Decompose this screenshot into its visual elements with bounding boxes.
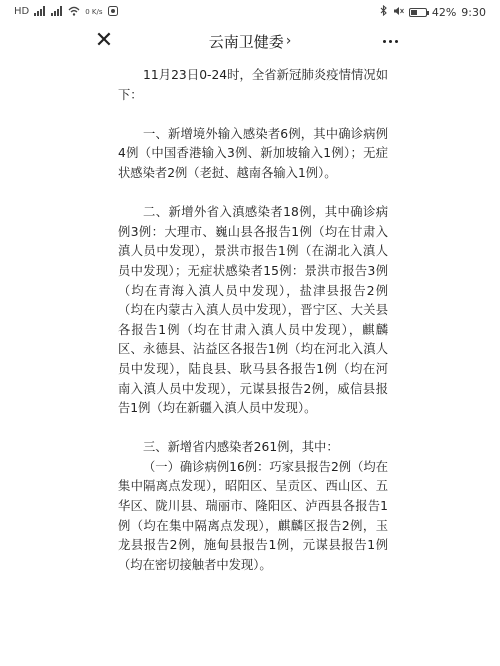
battery-icon	[409, 8, 427, 17]
article-paragraph: （一）确诊病例16例：巧家县报告2例（均在集中隔离点发现），昭阳区、呈贡区、西山区、五华区、陇川县、瑞丽市、隆阳区、泸西县各报告1例（均在集中隔离点发现），麒麟区报告2例，玉龙县报告2例，施甸县报告1例，元谋县报告1例（均在密切接触者中发现）。	[118, 459, 388, 572]
account-title-link[interactable]	[209, 31, 292, 52]
signal-icon	[34, 6, 46, 19]
status-right	[380, 5, 486, 19]
article-body	[118, 66, 388, 595]
article-paragraph: 二、新增外省入滇感染者18例，其中确诊病例3例：大理市、巍山县各报告1例（均在甘肃入滇人员中发现），景洪市报告1例（在湖北入滇人员中发现）；无症状感染者15例：景洪市报告3例（均在青海入滇人员中发现），盐津县报告2例（均在内蒙古入滇人员中发现），晋宁区、大关县各报告1例（均在甘肃入滇人员中发现），麒麟区、永德县、沾益区各报告1例（均在河北入滇人员中发现），陆良县、耿马县各报告1例（均在河南入滇人员中发现），元谋县报告2例，威信县报告1例（均在新疆入滇人员中发现）。	[118, 205, 388, 416]
article-paragraph: 一、新增境外输入感染者6例，其中确诊病例4例（中国香港输入3例、新加坡输入1例）；无症状感染者2例（老挝、越南各输入1例）。	[118, 126, 388, 180]
signal-icon	[51, 6, 63, 19]
more-icon[interactable]	[380, 32, 400, 50]
clock: 9:30	[461, 5, 486, 19]
battery-level	[411, 10, 417, 15]
status-bar	[0, 0, 500, 24]
bluetooth-icon	[380, 5, 388, 19]
hd-icon: HD	[14, 6, 30, 17]
close-icon[interactable]: ✕	[94, 28, 114, 53]
wifi-icon	[68, 6, 80, 19]
speed-icon: 0 K/s	[85, 7, 103, 16]
page-title: 云南卫健委	[208, 32, 284, 51]
article-paragraph: 11月23日0-24时，全省新冠肺炎疫情情况如下：	[118, 68, 388, 102]
app-icon	[108, 6, 118, 19]
status-left	[14, 6, 118, 19]
navbar	[0, 24, 500, 58]
article-paragraph: 三、新增省内感染者261例，其中：	[143, 440, 339, 455]
chevron-right-icon: ›	[285, 33, 292, 49]
battery-percent: 42%	[431, 5, 457, 19]
mute-icon	[393, 6, 404, 19]
